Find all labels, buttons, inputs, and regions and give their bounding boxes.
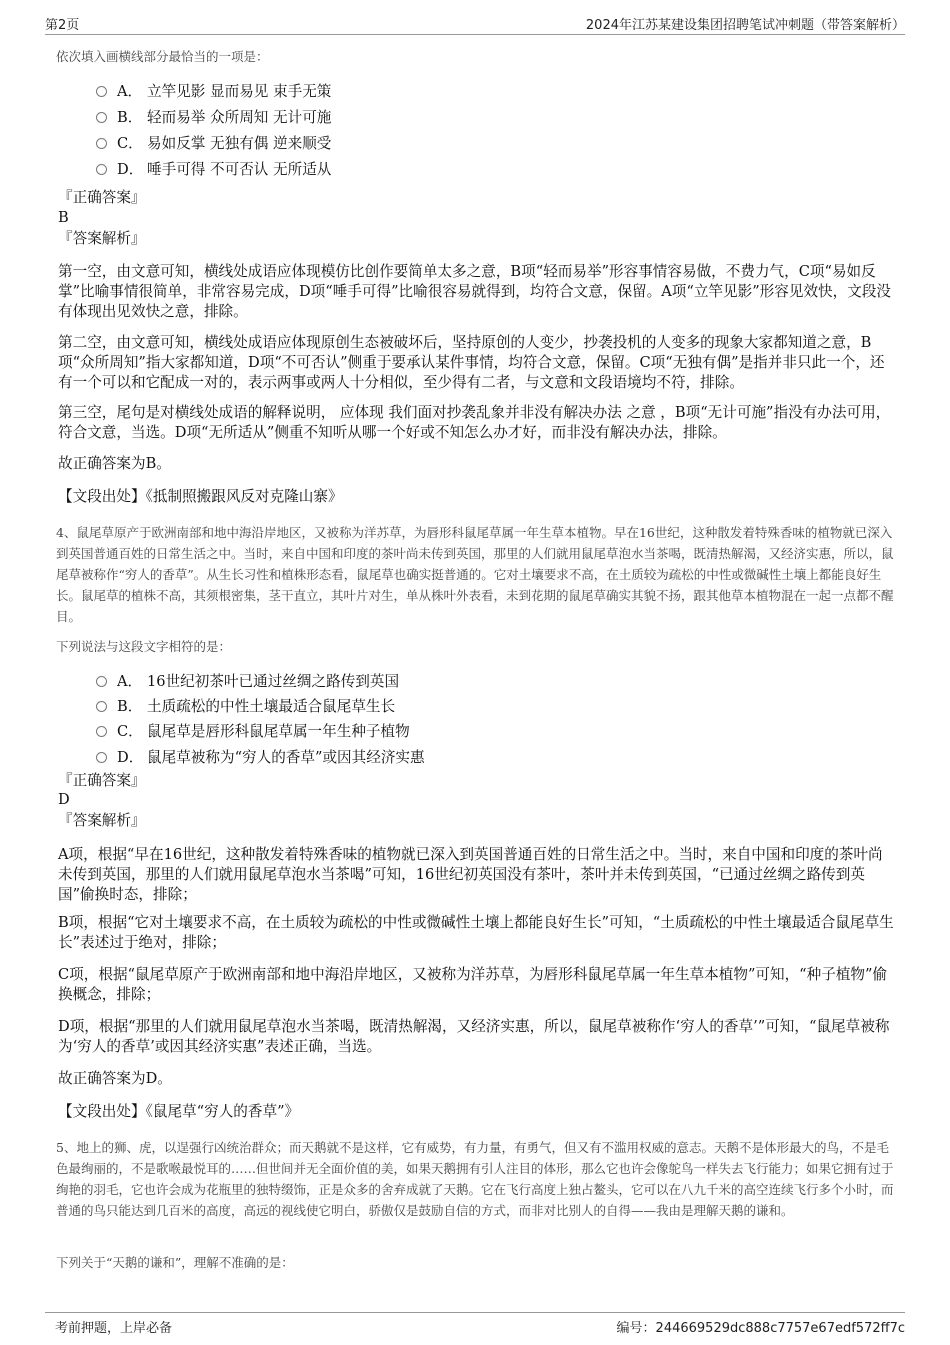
- q4-analysis-c: C项，根据“鼠尾草原产于欧洲南部和地中海沿岸地区，又被称为洋苏草，为唇形科鼠尾草属一年生草本植物”可知，“种子植物”偷换概念，排除；: [58, 966, 888, 1003]
- q3-answer-label: 『正确答案』: [58, 189, 146, 206]
- option-text: 16世纪初茶叶已通过丝绸之路传到英国: [147, 673, 400, 690]
- q5-prompt: 下列关于“天鹅的谦和”，理解不准确的是：: [56, 1255, 294, 1270]
- page-header: [45, 12, 905, 35]
- radio-icon[interactable]: [96, 701, 107, 712]
- option-text: 土质疏松的中性土壤最适合鼠尾草生长: [147, 698, 396, 715]
- q3-answer: B: [58, 209, 69, 226]
- q4-analysis-a: A项，根据“早在16世纪，这种散发着特殊香味的植物就已深入到英国普通百姓的日常生活之中。当时，来自中国和印度的茶叶尚未传到英国，那里的人们就用鼠尾草泡水当茶喝”可知，16世纪初英国没有茶叶，茶叶并未传到英国，“已通过丝绸之路传到英国”偷换时态，排除；: [58, 846, 883, 903]
- q3-option-d[interactable]: [96, 158, 331, 182]
- radio-icon[interactable]: [96, 752, 107, 763]
- option-text: 易如反掌 无独有偶 逆来顺受: [147, 135, 332, 152]
- q3-conclusion: 故正确答案为B。: [58, 455, 171, 472]
- radio-icon[interactable]: [96, 164, 107, 175]
- q5-passage: 5、地上的狮、虎，以逞强行凶统治群众；而天鹅就不是这样，它有威势，有力量，有勇气，但又有不滥用权威的意志。天鹅不是体形最大的鸟，不是毛色最绚丽的，不是歌喉最悦耳的……但世间并无全面价值的美，如果天鹅拥有引人注目的体形，那么它也许会像鸵鸟一样失去飞行能力；如果它拥有过于绚艳的羽毛，它也许会成为花瓶里的独特缀饰，正是众多的舍弃成就了天鹅。它在飞行高度上独占鳌头，它可以在八九千米的高空连续飞行多个小时，而普通的鸟只能达到几百米的高度，高远的视线使它明白，骄傲仅是鼓励自信的方式，而非对比别人的自得——我由是理解天鹅的谦和。: [56, 1140, 894, 1218]
- q3-source: 【文段出处】《抵制照搬跟风反对克隆山寨》: [58, 488, 343, 505]
- radio-icon[interactable]: [96, 112, 107, 123]
- q3-analysis-1: 第一空，由文意可知，横线处成语应体现模仿比创作要简单太多之意，B项“轻而易举”形容事情容易做，不费力气，C项“易如反掌”比喻事情很简单，非常容易完成，D项“唾手可得”比喻很容易就得到，均符合文意，保留。A项“立竿见影”形容见效快，文段没有体现出见效快之意，排除。: [58, 263, 892, 320]
- page-footer: [45, 1312, 905, 1337]
- q4-analysis-b: B项，根据“它对土壤要求不高，在土质较为疏松的中性或微碱性土壤上都能良好生长”可知，“土质疏松的中性土壤最适合鼠尾草生长”表述过于绝对，排除；: [58, 914, 894, 951]
- q3-option-c[interactable]: [96, 132, 331, 156]
- option-text: 轻而易举 众所周知 无计可施: [147, 109, 332, 126]
- q4-option-d[interactable]: [96, 746, 425, 770]
- document-id: 编号：244669529dc888c7757e67edf572ff7c: [616, 1321, 905, 1336]
- q4-prompt: 下列说法与这段文字相符的是：: [56, 639, 232, 654]
- q3-option-b[interactable]: [96, 106, 331, 130]
- q4-analysis-label: 『答案解析』: [58, 812, 146, 829]
- q4-answer-label: 『正确答案』: [58, 772, 146, 789]
- option-letter: A．: [117, 673, 143, 690]
- option-letter: D．: [117, 749, 144, 766]
- option-text: 立竿见影 显而易见 束手无策: [147, 83, 332, 100]
- q3-analysis-2: 第二空，由文意可知，横线处成语应体现原创生态被破坏后，坚持原创的人变少，抄袭投机的人变多的现象大家都知道之意，B项“众所周知”指大家都知道，D项“不可否认”侧重于要承认某件事情，均符合文意，保留。C项“无独有偶”是指并非只此一个，还有一个可以和它配成一对的，表示两事或两人十分相似，至少得有二者，与文意和文段语境均不符，排除。: [58, 334, 885, 391]
- option-letter: C．: [117, 135, 143, 152]
- radio-icon[interactable]: [96, 138, 107, 149]
- q4-analysis-d: D项，根据“那里的人们就用鼠尾草泡水当茶喝，既清热解渴，又经济实惠，所以，鼠尾草被称作‘穷人的香草’”可知，“鼠尾草被称为‘穷人的香草’或因其经济实惠”表述正确，当选。: [58, 1018, 890, 1055]
- q3-prompt: 依次填入画横线部分最恰当的一项是：: [56, 49, 269, 64]
- radio-icon[interactable]: [96, 676, 107, 687]
- option-text: 鼠尾草被称为“穷人的香草”或因其经济实惠: [147, 749, 425, 766]
- document-title: 2024年江苏某建设集团招聘笔试冲刺题（带答案解析）: [585, 18, 905, 33]
- q4-option-a[interactable]: [96, 670, 399, 694]
- radio-icon[interactable]: [96, 726, 107, 737]
- q4-conclusion: 故正确答案为D。: [58, 1070, 172, 1087]
- option-letter: C．: [117, 723, 143, 740]
- option-text: 唾手可得 不可否认 无所适从: [147, 161, 332, 178]
- q4-passage: 4、鼠尾草原产于欧洲南部和地中海沿岸地区，又被称为洋苏草，为唇形科鼠尾草属一年生草本植物。早在16世纪，这种散发着特殊香味的植物就已深入到英国普通百姓的日常生活之中。当时，来自中国和印度的茶叶尚未传到英国，那里的人们就用鼠尾草泡水当茶喝，既清热解渴，又经济实惠，所以，鼠尾草被称作“穷人的香草”。从生长习性和植株形态看，鼠尾草也确实挺普通的。它对土壤要求不高，在土质较为疏松的中性或微碱性土壤上都能良好生长。鼠尾草的植株不高，其须根密集，茎干直立，其叶片对生，单从株叶外表看，未到花期的鼠尾草确实其貌不扬，跟其他草本植物混在一起一点都不醒目。: [56, 525, 894, 624]
- radio-icon[interactable]: [96, 86, 107, 97]
- page-number: 第2页: [45, 18, 80, 33]
- q3-option-a[interactable]: [96, 80, 331, 104]
- footer-slogan: 考前押题，上岸必备: [55, 1321, 173, 1336]
- q3-analysis-3: 第三空，尾句是对横线处成语的解释说明， 应体现 我们面对抄袭乱象并非没有解决办法 之意 ，B项“无计可施”指没有办法可用，符合文意，当选。D项“无所适从”侧重不知听从哪一个好或不知怎么办才好，而非没有解决办法，排除。: [58, 404, 891, 441]
- q4-option-b[interactable]: [96, 695, 395, 719]
- q4-answer: D: [58, 791, 70, 808]
- option-letter: B．: [117, 109, 143, 126]
- option-letter: A．: [117, 83, 143, 100]
- q4-source: 【文段出处】《鼠尾草“穷人的香草”》: [58, 1103, 300, 1120]
- option-letter: B．: [117, 698, 143, 715]
- q4-option-c[interactable]: [96, 720, 410, 744]
- q3-analysis-label: 『答案解析』: [58, 230, 146, 247]
- option-letter: D．: [117, 161, 144, 178]
- option-text: 鼠尾草是唇形科鼠尾草属一年生种子植物: [147, 723, 410, 740]
